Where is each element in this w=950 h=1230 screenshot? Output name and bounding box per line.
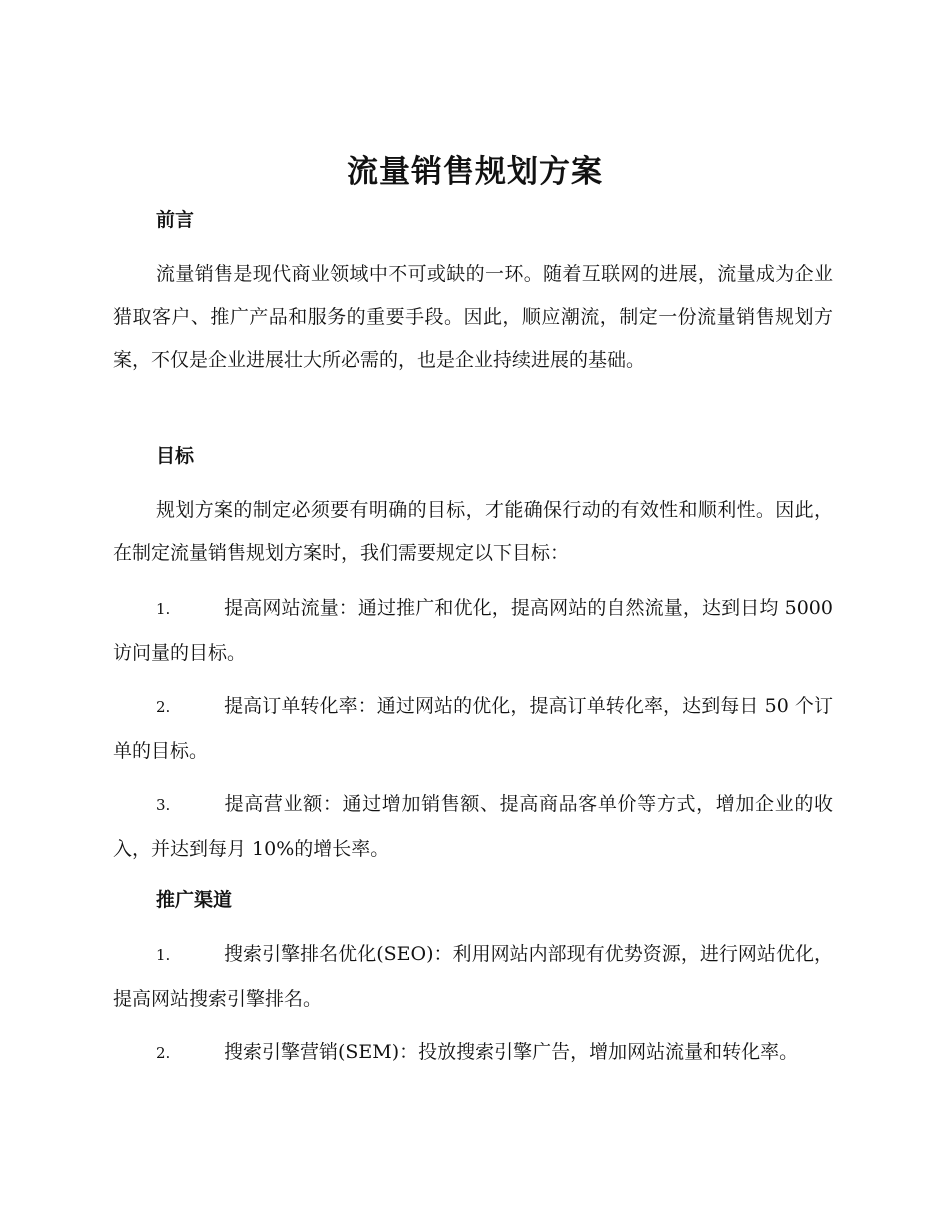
list-number: 1. bbox=[156, 946, 171, 964]
goal-item-1 bbox=[113, 586, 833, 675]
list-item-text: 提高营业额：通过增加销售额、提高商品客单价等方式，增加企业的收入，并达到每月 10%的增长率。 bbox=[113, 793, 833, 860]
list-number: 2. bbox=[156, 1044, 171, 1062]
list-item-text: 提高网站流量：通过推广和优化，提高网站的自然流量，达到日均 5000 访问量的目标。 bbox=[113, 597, 833, 664]
list-item-text: 提高订单转化率：通过网站的优化，提高订单转化率，达到每日 50 个订单的目标。 bbox=[113, 695, 833, 762]
section-heading-goals: 目标 bbox=[156, 445, 195, 467]
goal-item-3 bbox=[113, 782, 833, 871]
list-number: 2. bbox=[156, 698, 171, 716]
list-item-text: 搜索引擎营销(SEM)：投放搜索引擎广告，增加网站流量和转化率。 bbox=[224, 1041, 799, 1063]
goals-paragraph: 规划方案的制定必须要有明确的目标，才能确保行动的有效性和顺利性。因此，在制定流量销售规划方案时，我们需要规定以下目标： bbox=[113, 499, 833, 564]
preface-paragraph: 流量销售是现代商业领域中不可或缺的一环。随着互联网的进展，流量成为企业猎取客户、推广产品和服务的重要手段。因此，顺应潮流，制定一份流量销售规划方案，不仅是企业进展壮大所必需的，也是企业持续进展的基础。 bbox=[113, 263, 833, 371]
list-number: 1. bbox=[156, 600, 171, 618]
channel-item-2 bbox=[113, 1030, 833, 1075]
goal-item-2 bbox=[113, 684, 833, 773]
channel-item-1 bbox=[113, 932, 833, 1021]
list-number: 3. bbox=[156, 796, 171, 814]
list-item-text: 搜索引擎排名优化(SEO)：利用网站内部现有优势资源，进行网站优化，提高网站搜索引擎排名。 bbox=[113, 943, 833, 1010]
section-heading-preface: 前言 bbox=[156, 209, 195, 231]
document-title: 流量销售规划方案 bbox=[347, 154, 603, 190]
section-heading-channels: 推广渠道 bbox=[156, 889, 233, 911]
